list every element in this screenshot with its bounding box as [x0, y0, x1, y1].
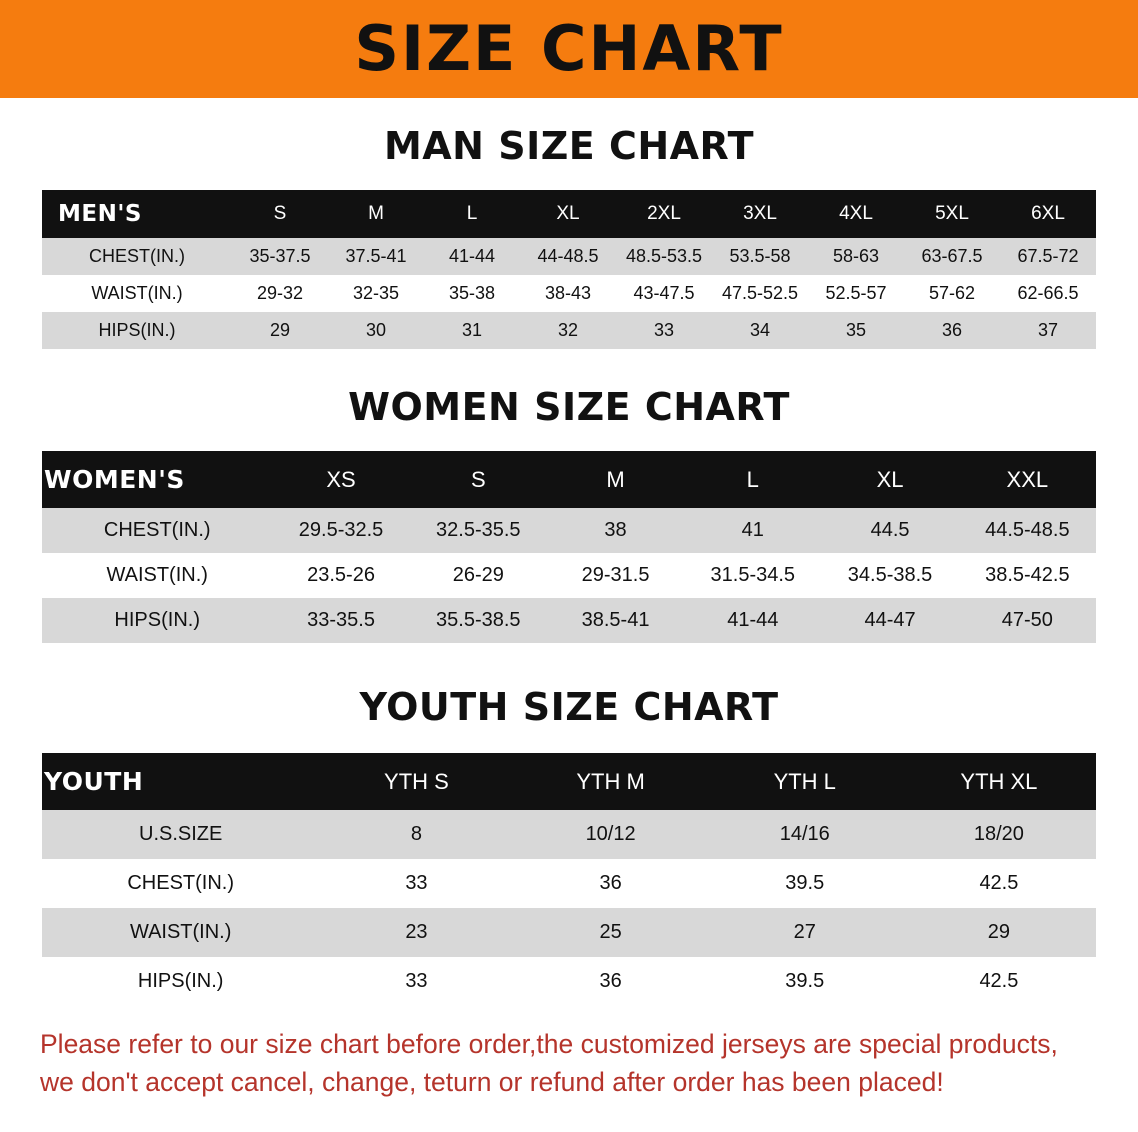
- youth-row-label: U.S.SIZE: [42, 810, 319, 859]
- women-cell: 38.5-42.5: [959, 553, 1096, 598]
- women-cell: 41-44: [684, 598, 821, 643]
- man-cell: 63-67.5: [904, 238, 1000, 275]
- man-cell: 32-35: [328, 275, 424, 312]
- women-column-header: XL: [821, 451, 958, 508]
- man-cell: 35-38: [424, 275, 520, 312]
- women-cell: 23.5-26: [272, 553, 409, 598]
- man-cell: 36: [904, 312, 1000, 349]
- disclaimer-note: [40, 1026, 1098, 1101]
- women-column-header: L: [684, 451, 821, 508]
- man-cell: 48.5-53.5: [616, 238, 712, 275]
- women-cell: 29-31.5: [547, 553, 684, 598]
- table-row: [42, 908, 1096, 957]
- youth-table-wrapper: [42, 753, 1096, 1006]
- women-cell: 41: [684, 508, 821, 553]
- man-column-header: 6XL: [1000, 190, 1096, 238]
- man-cell: 29-32: [232, 275, 328, 312]
- women-cell: 35.5-38.5: [410, 598, 547, 643]
- women-cell: 47-50: [959, 598, 1096, 643]
- table-row: [42, 810, 1096, 859]
- man-table-head: [42, 190, 1096, 238]
- man-column-header: 4XL: [808, 190, 904, 238]
- man-header-row: [42, 190, 1096, 238]
- man-column-header: 2XL: [616, 190, 712, 238]
- man-column-header: M: [328, 190, 424, 238]
- women-cell: 31.5-34.5: [684, 553, 821, 598]
- women-cell: 38.5-41: [547, 598, 684, 643]
- youth-table-head: [42, 753, 1096, 810]
- youth-column-header: YTH S: [319, 753, 513, 810]
- youth-cell: 29: [902, 908, 1096, 957]
- man-section-title: MAN SIZE CHART: [383, 124, 755, 168]
- youth-row-label: WAIST(IN.): [42, 908, 319, 957]
- youth-cell: 14/16: [708, 810, 902, 859]
- man-cell: 44-48.5: [520, 238, 616, 275]
- women-table-wrapper: [42, 451, 1096, 643]
- man-cell: 67.5-72: [1000, 238, 1096, 275]
- youth-header-row: [42, 753, 1096, 810]
- man-cell: 47.5-52.5: [712, 275, 808, 312]
- women-header-row: [42, 451, 1096, 508]
- man-row-label: WAIST(IN.): [42, 275, 232, 312]
- youth-column-header: YTH L: [708, 753, 902, 810]
- man-cell: 29: [232, 312, 328, 349]
- youth-cell: 42.5: [902, 859, 1096, 908]
- man-cell: 41-44: [424, 238, 520, 275]
- youth-cell: 8: [319, 810, 513, 859]
- man-table-body: [42, 238, 1096, 349]
- page-title: SIZE CHART: [354, 12, 784, 85]
- youth-cell: 27: [708, 908, 902, 957]
- women-cell: 44.5: [821, 508, 958, 553]
- man-cell: 58-63: [808, 238, 904, 275]
- man-cell: 32: [520, 312, 616, 349]
- man-cell: 34: [712, 312, 808, 349]
- youth-cell: 33: [319, 859, 513, 908]
- table-row: [42, 957, 1096, 1006]
- man-column-header: XL: [520, 190, 616, 238]
- man-size-table: [42, 190, 1096, 349]
- youth-cell: 18/20: [902, 810, 1096, 859]
- youth-cell: 10/12: [514, 810, 708, 859]
- women-row-label: CHEST(IN.): [42, 508, 272, 553]
- man-cell: 57-62: [904, 275, 1000, 312]
- man-column-header: L: [424, 190, 520, 238]
- man-cell: 38-43: [520, 275, 616, 312]
- youth-section-title: YOUTH SIZE CHART: [359, 685, 779, 729]
- man-cell: 30: [328, 312, 424, 349]
- women-column-header: XS: [272, 451, 409, 508]
- youth-cell: 36: [514, 859, 708, 908]
- women-column-header: M: [547, 451, 684, 508]
- youth-cell: 23: [319, 908, 513, 957]
- women-cell: 44.5-48.5: [959, 508, 1096, 553]
- women-cell: 44-47: [821, 598, 958, 643]
- table-row: [42, 238, 1096, 275]
- table-row: [42, 508, 1096, 553]
- women-corner-label: WOMEN'S: [42, 451, 272, 508]
- disclaimer-line-2: we don't accept cancel, change, teturn or refund after order has been placed!: [40, 1066, 944, 1097]
- man-cell: 53.5-58: [712, 238, 808, 275]
- women-cell: 32.5-35.5: [410, 508, 547, 553]
- man-cell: 33: [616, 312, 712, 349]
- man-corner-label: MEN'S: [42, 190, 232, 238]
- youth-cell: 39.5: [708, 957, 902, 1006]
- women-cell: 33-35.5: [272, 598, 409, 643]
- women-column-header: XXL: [959, 451, 1096, 508]
- man-cell: 43-47.5: [616, 275, 712, 312]
- man-cell: 31: [424, 312, 520, 349]
- women-table-body: [42, 508, 1096, 643]
- women-column-header: S: [410, 451, 547, 508]
- women-size-table: [42, 451, 1096, 643]
- women-cell: 34.5-38.5: [821, 553, 958, 598]
- women-row-label: HIPS(IN.): [42, 598, 272, 643]
- youth-row-label: CHEST(IN.): [42, 859, 319, 908]
- table-row: [42, 312, 1096, 349]
- youth-cell: 39.5: [708, 859, 902, 908]
- youth-row-label: HIPS(IN.): [42, 957, 319, 1006]
- women-cell: 29.5-32.5: [272, 508, 409, 553]
- man-cell: 37.5-41: [328, 238, 424, 275]
- women-cell: 38: [547, 508, 684, 553]
- man-cell: 52.5-57: [808, 275, 904, 312]
- man-cell: 37: [1000, 312, 1096, 349]
- youth-column-header: YTH M: [514, 753, 708, 810]
- page-banner: [0, 0, 1138, 98]
- man-cell: 62-66.5: [1000, 275, 1096, 312]
- disclaimer-line-1: Please refer to our size chart before order,the customized jerseys are special products,: [40, 1029, 1058, 1059]
- table-row: [42, 553, 1096, 598]
- youth-table-body: [42, 810, 1096, 1006]
- youth-column-header: YTH XL: [902, 753, 1096, 810]
- women-row-label: WAIST(IN.): [42, 553, 272, 598]
- man-column-header: 5XL: [904, 190, 1000, 238]
- man-row-label: CHEST(IN.): [42, 238, 232, 275]
- table-row: [42, 275, 1096, 312]
- youth-size-table: [42, 753, 1096, 1006]
- women-cell: 26-29: [410, 553, 547, 598]
- women-section-title: WOMEN SIZE CHART: [348, 385, 790, 429]
- table-row: [42, 598, 1096, 643]
- youth-cell: 42.5: [902, 957, 1096, 1006]
- youth-cell: 25: [514, 908, 708, 957]
- youth-cell: 33: [319, 957, 513, 1006]
- man-cell: 35-37.5: [232, 238, 328, 275]
- man-table-wrapper: [42, 190, 1096, 349]
- man-cell: 35: [808, 312, 904, 349]
- table-row: [42, 859, 1096, 908]
- man-column-header: 3XL: [712, 190, 808, 238]
- man-row-label: HIPS(IN.): [42, 312, 232, 349]
- youth-cell: 36: [514, 957, 708, 1006]
- women-table-head: [42, 451, 1096, 508]
- youth-corner-label: YOUTH: [42, 753, 319, 810]
- man-column-header: S: [232, 190, 328, 238]
